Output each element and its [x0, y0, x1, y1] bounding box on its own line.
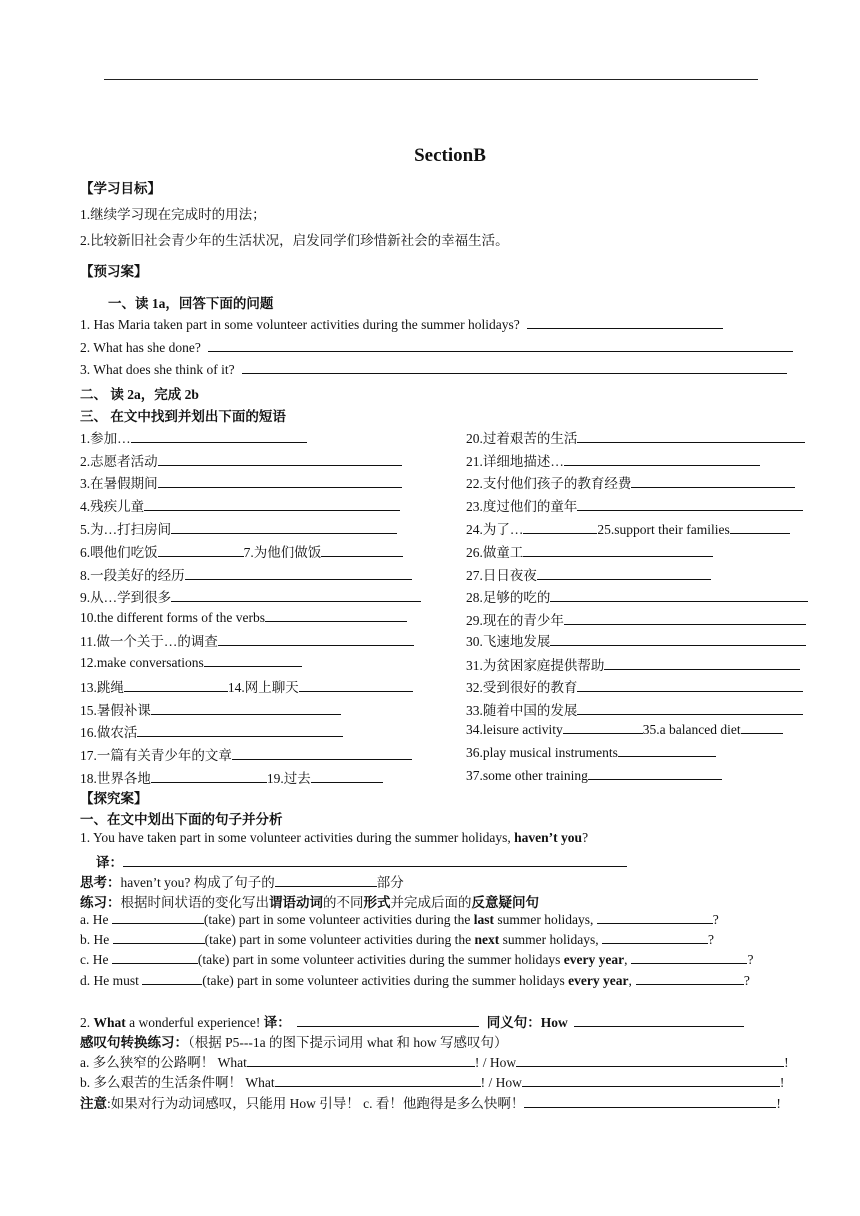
ex-text: d. He must	[80, 973, 143, 988]
ex-text: (take) part in some volunteer activities during the summer holidays	[197, 952, 564, 967]
phrase-text: 30.飞速地发展	[466, 634, 551, 649]
phrase-text: 7.为他们做饭	[243, 545, 322, 560]
explore-part1-heading: 一、在文中划出下面的句子并分析	[80, 812, 283, 827]
phrase-item	[80, 472, 402, 492]
phrase-text: 5.为…打扫房间	[80, 522, 172, 537]
ex-text: summer holidays,	[499, 932, 603, 947]
phrase-blank	[550, 633, 806, 646]
phrase-blank	[563, 721, 643, 734]
phrase-blank	[158, 544, 244, 557]
practice-label: 练习：	[80, 895, 121, 910]
phrase-blank	[144, 498, 400, 511]
answer-blank	[208, 339, 793, 352]
part1-heading: 一、读 1a，回答下面的问题	[108, 296, 274, 311]
question-1-text: 1. Has Maria taken part in some volunteer activities during the summer holidays?	[80, 317, 520, 332]
phrase-item	[466, 721, 783, 738]
phrase-blank	[137, 724, 343, 737]
phrase-text: 32.受到很好的教育	[466, 680, 578, 695]
phrase-blank	[158, 475, 402, 488]
preview-heading: 【预习案】	[80, 264, 148, 279]
exclaim-text: !	[779, 1075, 785, 1090]
practice-text: 形式	[363, 895, 391, 910]
practice-text: 谓语动词	[269, 895, 323, 910]
phrase-blank	[124, 679, 228, 692]
phrase-item	[466, 654, 800, 674]
ex-text: every year	[568, 973, 629, 988]
exercise-d	[80, 972, 750, 989]
phrase-text: 26.做童工	[466, 545, 524, 560]
ex-text: ?	[743, 973, 750, 988]
phrase-text: 9.从…学到很多	[80, 590, 172, 605]
phrase-item	[466, 518, 790, 538]
question-3-text: 3. What does she think of it?	[80, 362, 235, 377]
exercise-a	[80, 911, 719, 928]
phrase-text: 2.志愿者活动	[80, 454, 158, 469]
sentence-2	[80, 1011, 744, 1031]
think-label: 思考：	[80, 875, 121, 890]
ex-text: next	[474, 932, 500, 947]
phrase-blank	[171, 521, 397, 534]
phrase-blank	[131, 430, 307, 443]
phrase-item	[80, 564, 412, 584]
ex-blank	[602, 931, 708, 944]
think-text: haven’t you? 构成了句子的	[120, 875, 275, 890]
phrase-text: 20.过着艰苦的生活	[466, 431, 578, 446]
ex-text: c. He	[80, 952, 112, 967]
phrase-blank	[158, 453, 402, 466]
phrase-blank	[588, 767, 722, 780]
phrase-item	[80, 699, 341, 719]
sentence-tag: haven’t you	[514, 830, 583, 845]
sentence-2-num: 2.	[80, 1015, 94, 1030]
phrase-blank	[151, 770, 267, 783]
phrase-text: 31.为贫困家庭提供帮助	[466, 658, 605, 673]
ex-text: (take) part in some volunteer activities during the	[203, 912, 474, 927]
phrase-item	[466, 586, 808, 606]
sentence-1	[80, 830, 588, 846]
phrase-item	[80, 541, 403, 561]
ex-blank	[112, 911, 204, 924]
phrase-blank	[618, 744, 716, 757]
answer-blank	[242, 361, 787, 374]
phrase-item	[80, 495, 400, 515]
phrase-item	[80, 676, 413, 696]
ex-text: summer holidays,	[494, 912, 597, 927]
header-rule	[104, 79, 758, 80]
sentence-2-syn-label: 同义句：How	[486, 1015, 568, 1030]
ex-text: b. He	[80, 932, 113, 947]
part3-heading: 三、 在文中找到并划出下面的短语	[80, 409, 286, 424]
phrase-item	[80, 630, 414, 650]
ex-text: (take) part in some volunteer activities during the summer holidays	[202, 973, 569, 988]
phrase-text: 16.做农活	[80, 725, 138, 740]
phrase-item	[80, 767, 383, 787]
phrase-item	[466, 699, 803, 719]
ex-text: ?	[712, 912, 719, 927]
question-3	[80, 361, 787, 378]
ex-text: ?	[747, 952, 754, 967]
phrase-item	[80, 450, 402, 470]
ex-text: ?	[708, 932, 715, 947]
phrase-blank	[265, 609, 407, 622]
ex-text: ,	[624, 952, 628, 967]
think-blank	[275, 874, 377, 887]
exclaim-blank	[275, 1074, 481, 1087]
phrase-item	[80, 518, 397, 538]
phrase-item	[466, 450, 760, 470]
phrase-text: 11.做一个关于…的调查	[80, 634, 218, 649]
phrase-item	[80, 427, 307, 447]
phrase-blank	[550, 589, 808, 602]
phrase-blank	[577, 430, 805, 443]
question-2	[80, 339, 793, 356]
phrase-text: 23.度过他们的童年	[466, 499, 578, 514]
phrase-blank	[204, 654, 302, 667]
phrase-blank	[577, 498, 803, 511]
phrase-item	[466, 630, 806, 650]
exclaim-blank	[516, 1054, 784, 1067]
phrase-item	[466, 495, 803, 515]
phrase-blank	[299, 679, 413, 692]
phrase-blank	[185, 567, 412, 580]
translate-line	[96, 851, 627, 871]
ex-blank	[597, 911, 713, 924]
exclaim-practice	[80, 1031, 507, 1051]
phrase-text: 34.leisure activity	[466, 722, 563, 737]
phrase-text: 15.暑假补课	[80, 703, 151, 718]
sentence-2-what: What	[93, 1015, 126, 1030]
practice-text: 的不同	[323, 895, 364, 910]
phrase-item	[466, 744, 716, 761]
ex-blank	[112, 951, 198, 964]
phrase-text: 3.在暑假期间	[80, 476, 158, 491]
ex-blank	[142, 972, 202, 985]
think-text-end: 部分	[376, 875, 404, 890]
phrase-text: 10.the different forms of the verbs	[80, 610, 265, 625]
exclaim-text: a. 多么狭窄的公路啊！ What	[80, 1055, 247, 1070]
question-2-text: 2. What has she done?	[80, 340, 201, 355]
practice-text: 并完成后面的	[390, 895, 472, 910]
phrase-blank	[564, 612, 806, 625]
phrase-blank	[151, 702, 341, 715]
phrase-text: 35.a balanced diet	[642, 722, 741, 737]
phrase-blank	[631, 475, 795, 488]
ex-text: every year	[563, 952, 625, 967]
phrase-blank	[523, 521, 597, 534]
phrase-item	[466, 676, 803, 696]
sentence-2-trans-blank	[297, 1014, 479, 1027]
sentence-2-text: a wonderful experience!	[125, 1015, 264, 1030]
phrase-blank	[218, 633, 414, 646]
translate-blank	[123, 854, 627, 867]
phrase-item	[466, 427, 805, 447]
ex-blank	[636, 972, 744, 985]
phrase-blank	[311, 770, 383, 783]
think-line	[80, 871, 404, 891]
phrase-blank	[577, 679, 803, 692]
exclaim-a	[80, 1051, 789, 1071]
ex-text: ,	[628, 973, 632, 988]
explore-heading: 【探究案】	[80, 791, 148, 806]
phrase-item	[80, 721, 343, 741]
phrase-item	[466, 767, 722, 784]
phrase-item	[466, 541, 713, 561]
question-1	[80, 316, 723, 333]
phrase-blank	[321, 544, 403, 557]
exercise-c	[80, 951, 753, 968]
sentence-2-syn-blank	[574, 1014, 744, 1027]
phrase-text: 18.世界各地	[80, 771, 151, 786]
phrase-item	[80, 654, 302, 671]
practice-text: 根据时间状语的变化写出	[120, 895, 269, 910]
part2-heading: 二、 读 2a，完成 2b	[80, 387, 199, 402]
sentence-2-trans-label: 译：	[263, 1015, 291, 1030]
phrase-text: 36.play musical instruments	[466, 745, 618, 760]
sentence-text: 1. You have taken part in some volunteer activities during the summer holidays,	[80, 830, 515, 845]
phrase-text: 29.现在的青少年	[466, 613, 564, 628]
phrase-text: 24.为了…	[466, 522, 524, 537]
phrase-text: 33.随着中国的发展	[466, 703, 578, 718]
phrase-text: 28.足够的吃的	[466, 590, 551, 605]
note-line	[80, 1092, 781, 1112]
exclaim-text: b. 多么艰苦的生活条件啊！ What	[80, 1075, 275, 1090]
goal-item-2: 2.比较新旧社会青少年的生活状况，启发同学们珍惜新社会的幸福生活。	[80, 233, 509, 248]
ex-text: (take) part in some volunteer activities during the	[204, 932, 475, 947]
phrase-text: 25.support their families	[597, 522, 730, 537]
exclaim-text: ! / How	[480, 1075, 522, 1090]
exclaim-b	[80, 1071, 784, 1091]
ex-blank	[631, 951, 747, 964]
note-end: !	[776, 1096, 781, 1111]
phrase-blank	[523, 544, 713, 557]
phrase-blank	[171, 589, 421, 602]
phrase-blank	[604, 657, 800, 670]
phrase-blank	[741, 721, 783, 734]
translate-label: 译：	[96, 855, 123, 870]
phrase-text: 27.日日夜夜	[466, 568, 537, 583]
page-title: SectionB	[414, 145, 486, 166]
phrase-text: 12.make conversations	[80, 655, 204, 670]
phrase-blank	[537, 567, 711, 580]
phrase-text: 17.一篇有关青少年的文章	[80, 748, 232, 763]
practice-line	[80, 891, 539, 911]
exclaim-heading: 感叹句转换练习：	[80, 1035, 188, 1050]
phrase-text: 13.跳绳	[80, 680, 124, 695]
phrase-item	[466, 609, 806, 629]
exclaim-note: （根据 P5---1a 的图下提示词用 what 和 how 写感叹句）	[188, 1035, 508, 1050]
phrase-text: 1.参加…	[80, 431, 131, 446]
note-blank	[524, 1095, 776, 1108]
exclaim-blank	[522, 1074, 780, 1087]
phrase-blank	[232, 747, 412, 760]
phrase-text: 8.一段美好的经历	[80, 568, 185, 583]
phrase-item	[80, 744, 412, 764]
phrase-text: 6.喂他们吃饭	[80, 545, 158, 560]
goal-item-1: 1.继续学习现在完成时的用法；	[80, 207, 266, 222]
note-label: 注意	[80, 1096, 107, 1111]
note-text: :如果对行为动词感叹，只能用 How 引导！ c. 看！他跑得是多么快啊！	[107, 1096, 525, 1111]
phrase-item	[466, 564, 711, 584]
phrase-blank	[577, 702, 803, 715]
exclaim-text: ! / How	[474, 1055, 517, 1070]
ex-text: last	[473, 912, 495, 927]
ex-blank	[113, 931, 205, 944]
phrase-item	[80, 586, 421, 606]
ex-text: a. He	[80, 912, 112, 927]
goals-heading: 【学习目标】	[80, 181, 161, 196]
phrase-text: 4.残疾儿童	[80, 499, 145, 514]
exclaim-blank	[247, 1054, 475, 1067]
phrase-text: 37.some other training	[466, 768, 588, 783]
phrase-text: 21.详细地描述…	[466, 454, 564, 469]
phrase-blank	[564, 453, 760, 466]
phrase-item	[80, 609, 407, 626]
answer-blank	[527, 316, 723, 329]
exclaim-text: !	[784, 1055, 789, 1070]
phrase-blank	[730, 521, 790, 534]
phrase-text: 22.支付他们孩子的教育经费	[466, 476, 632, 491]
exercise-b	[80, 931, 714, 948]
phrase-text: 19.过去	[266, 771, 311, 786]
phrase-text: 14.网上聊天	[227, 680, 299, 695]
practice-text: 反意疑问句	[471, 895, 539, 910]
sentence-end: ?	[582, 830, 589, 845]
phrase-item	[466, 472, 795, 492]
